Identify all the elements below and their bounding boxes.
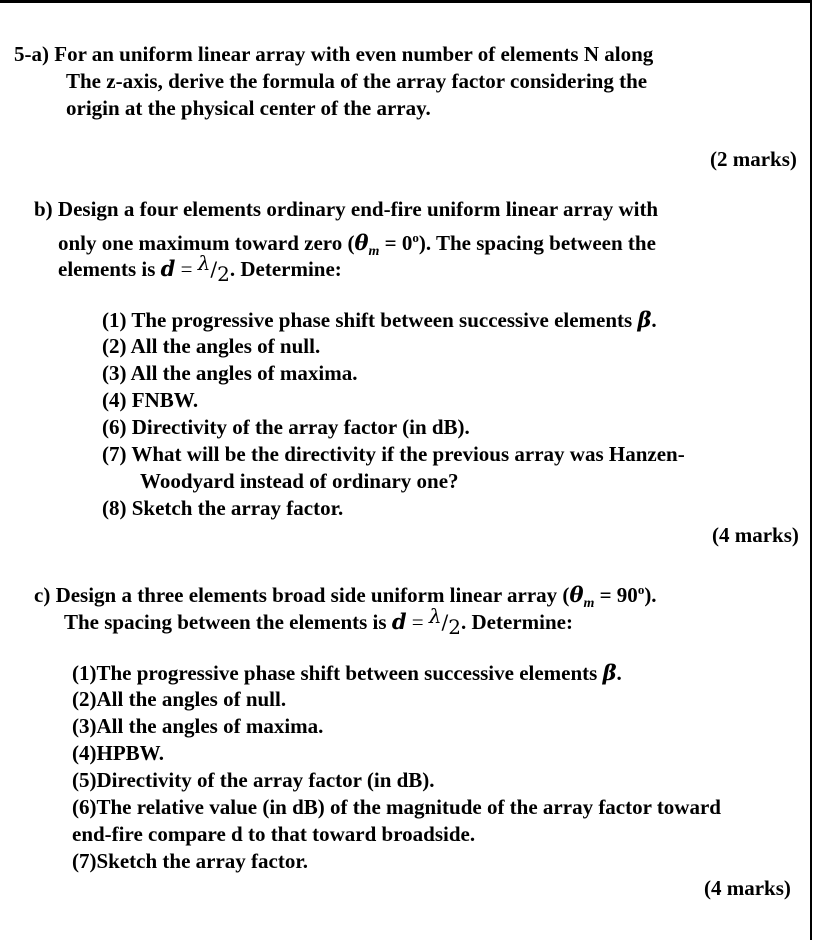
- part-b-marks: (4 marks): [712, 523, 799, 547]
- part-b-item-4: (4) FNBW.: [102, 388, 199, 412]
- part-c-item-7: (7)Sketch the array factor.: [72, 849, 309, 873]
- part-b-item-2: (2) All the angles of null.: [102, 334, 321, 358]
- part-a-line-3: origin at the physical center of the array.: [66, 96, 431, 120]
- part-c-line-1: c) Design a three elements broad side uniform linear array $(\theta_m = 90^o)$.: [34, 582, 657, 611]
- part-a-line-2: The z-axis, derive the formula of the array factor considering the: [66, 69, 648, 93]
- part-c-item-5: (5)Directivity of the array factor (in dB).: [72, 768, 435, 792]
- part-b-line-2: only one maximum toward zero $(\theta_m = 0^o)$. The spacing between the: [58, 230, 656, 259]
- part-c-line-2: The spacing between the elements is d = λ/2. Determine:: [64, 604, 573, 639]
- part-c-item-2: (2)All the angles of null.: [72, 687, 287, 711]
- part-b-item-1: (1) The progressive phase shift between successive elements β.: [102, 307, 657, 332]
- part-b-line-1: b) Design a four elements ordinary end-fire uniform linear array with: [34, 197, 659, 221]
- part-c-item-4: (4)HPBW.: [72, 741, 164, 765]
- part-a-marks: (2 marks): [710, 147, 797, 171]
- part-a-line-1: 5-a) For an uniform linear array with even number of elements N along: [14, 42, 654, 66]
- lambda-over-two: λ/2: [197, 251, 230, 286]
- lambda-over-two: λ/2: [428, 604, 462, 639]
- part-b-item-7-cont: Woodyard instead of ordinary one?: [140, 469, 459, 493]
- part-c-item-1: (1)The progressive phase shift between successive elements β.: [72, 660, 622, 685]
- part-b-item-3: (3) All the angles of maxima.: [102, 361, 358, 385]
- part-b-item-7: (7) What will be the directivity if the previous array was Hanzen-: [102, 442, 685, 466]
- part-b-line-3: elements is d = λ/2. Determine:: [58, 251, 342, 286]
- part-b-item-8: (8) Sketch the array factor.: [102, 496, 344, 520]
- part-c-marks: (4 marks): [704, 876, 791, 900]
- part-c-item-3: (3)All the angles of maxima.: [72, 714, 324, 738]
- part-b-item-6: (6) Directivity of the array factor (in dB).: [102, 415, 470, 439]
- part-c-item-6-cont: end-fire compare d to that toward broadside.: [72, 822, 476, 846]
- part-c-item-6: (6)The relative value (in dB) of the magnitude of the array factor toward: [72, 795, 721, 819]
